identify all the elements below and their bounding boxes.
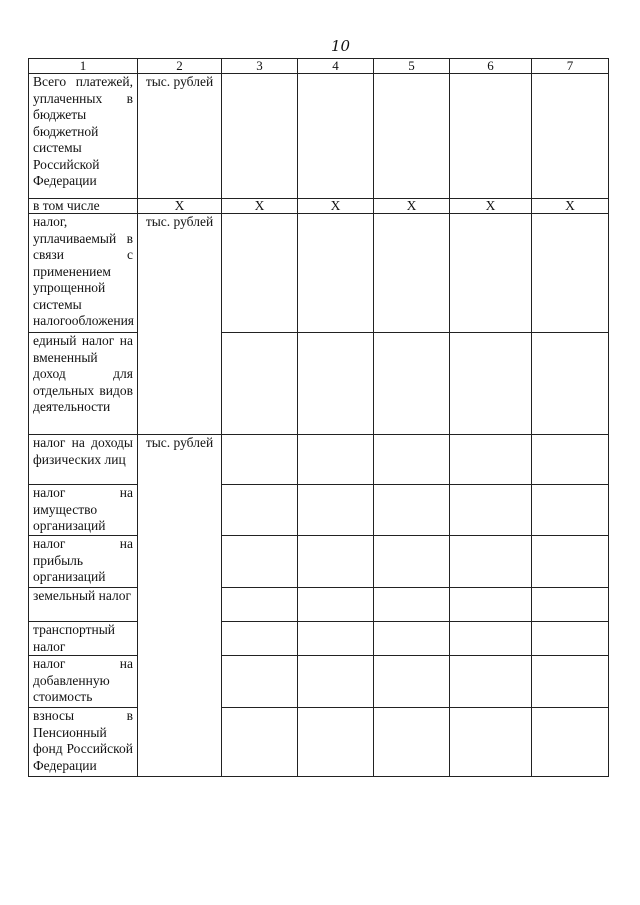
x-mark: Х (450, 199, 532, 214)
value-cell (374, 622, 450, 656)
value-cell (532, 74, 609, 199)
value-cell (374, 214, 450, 333)
value-cell (222, 214, 298, 333)
row-label: налог на добавленную стоимость (29, 656, 138, 708)
row-label: налог на имущество организаций (29, 485, 138, 536)
value-cell (222, 485, 298, 536)
table-row (29, 485, 609, 536)
row-label: налог на прибыль организаций (29, 536, 138, 588)
value-cell (298, 588, 374, 622)
x-mark: Х (532, 199, 609, 214)
value-cell (298, 656, 374, 708)
value-cell (222, 622, 298, 656)
value-cell (222, 588, 298, 622)
row-unit: тыс. рублей (138, 214, 222, 435)
value-cell (374, 333, 450, 435)
value-cell (222, 435, 298, 485)
row-unit: тыс. рублей (138, 435, 222, 777)
value-cell (450, 214, 532, 333)
table-row (29, 708, 609, 777)
column-header: 6 (450, 59, 532, 74)
value-cell (298, 485, 374, 536)
x-mark: Х (138, 199, 222, 214)
row-label: налог на доходы физических лиц (29, 435, 138, 485)
value-cell (450, 588, 532, 622)
column-header: 4 (298, 59, 374, 74)
table-row (29, 199, 609, 214)
value-cell (450, 708, 532, 777)
value-cell (298, 708, 374, 777)
row-label: земельный налог (29, 588, 138, 622)
value-cell (450, 656, 532, 708)
value-cell (532, 333, 609, 435)
table-row (29, 536, 609, 588)
value-cell (532, 536, 609, 588)
row-unit: тыс. рублей (138, 74, 222, 199)
table-row (29, 622, 609, 656)
value-cell (374, 656, 450, 708)
value-cell (374, 588, 450, 622)
value-cell (298, 622, 374, 656)
x-mark: Х (374, 199, 450, 214)
value-cell (532, 708, 609, 777)
column-header: 1 (29, 59, 138, 74)
table-row (29, 333, 609, 435)
value-cell (222, 536, 298, 588)
value-cell (450, 333, 532, 435)
row-label: Всего платежей, уплаченных в бюджеты бюджетной системы Российской Федерации (29, 74, 138, 199)
row-label: транспортный налог (29, 622, 138, 656)
value-cell (450, 485, 532, 536)
table-row (29, 435, 609, 485)
value-cell (374, 536, 450, 588)
value-cell (374, 74, 450, 199)
value-cell (222, 708, 298, 777)
table-row (29, 74, 609, 199)
value-cell (298, 74, 374, 199)
column-header: 2 (138, 59, 222, 74)
table-row (29, 214, 609, 333)
payments-table (28, 58, 609, 777)
value-cell (298, 435, 374, 485)
page-number: 10 (331, 37, 351, 55)
table-header-row (29, 59, 609, 74)
value-cell (450, 435, 532, 485)
value-cell (374, 485, 450, 536)
value-cell (532, 435, 609, 485)
x-mark: Х (222, 199, 298, 214)
row-label: взносы в Пенсионный фонд Российской Федерации (29, 708, 138, 777)
column-header: 7 (532, 59, 609, 74)
value-cell (222, 333, 298, 435)
value-cell (450, 74, 532, 199)
value-cell (222, 656, 298, 708)
value-cell (450, 622, 532, 656)
table-row (29, 588, 609, 622)
column-header: 3 (222, 59, 298, 74)
value-cell (532, 588, 609, 622)
value-cell (532, 485, 609, 536)
value-cell (298, 214, 374, 333)
x-mark: Х (298, 199, 374, 214)
value-cell (374, 708, 450, 777)
table-row (29, 656, 609, 708)
value-cell (532, 622, 609, 656)
value-cell (374, 435, 450, 485)
row-label: налог, уплачиваемый в связи с применением упрощенной системы налогообложения (29, 214, 138, 333)
column-header: 5 (374, 59, 450, 74)
value-cell (298, 333, 374, 435)
value-cell (298, 536, 374, 588)
value-cell (450, 536, 532, 588)
row-label: единый налог на вмененный доход для отдельных видов деятельности (29, 333, 138, 435)
value-cell (222, 74, 298, 199)
row-label: в том числе (29, 199, 138, 214)
value-cell (532, 656, 609, 708)
value-cell (532, 214, 609, 333)
